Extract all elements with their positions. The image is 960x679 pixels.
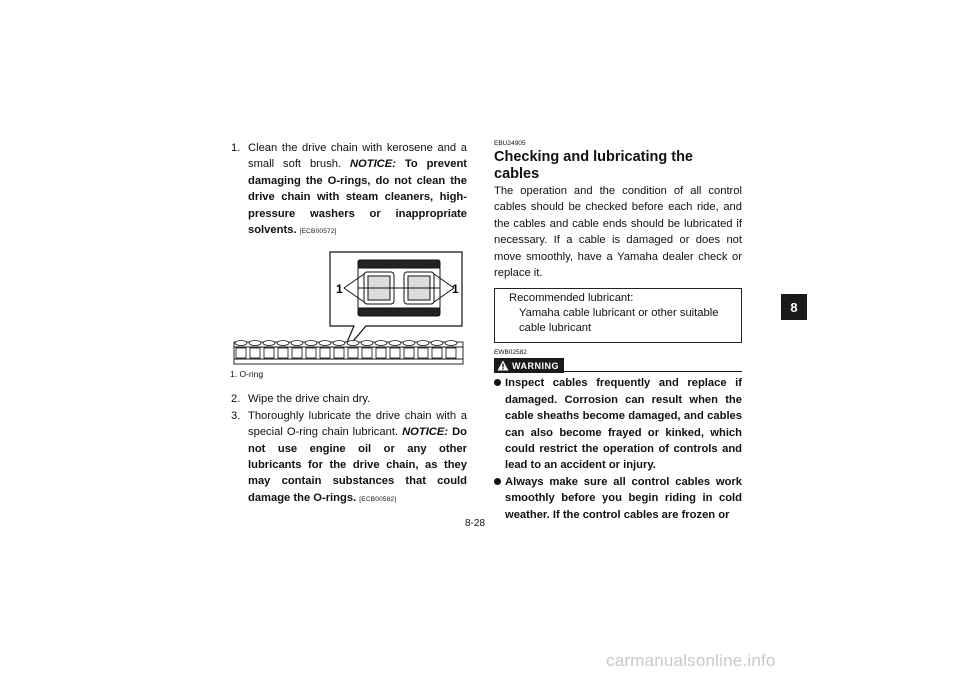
- chain-pin: [333, 341, 345, 346]
- watermark: carmanualsonline.info: [606, 651, 776, 670]
- chain-pin: [249, 341, 261, 346]
- drive-chain-illustration: [230, 246, 467, 368]
- lubricant-title: Recommended lubricant:: [509, 292, 634, 305]
- figure-caption: 1. O-ring: [230, 369, 264, 380]
- chain-pin: [347, 341, 359, 346]
- warning-list: [494, 375, 742, 523]
- warning-header: [494, 358, 742, 373]
- chain-roller: [376, 348, 386, 358]
- step-2: [230, 391, 467, 407]
- callout-number-left: 1: [336, 282, 343, 297]
- step-text: Wipe the drive chain dry.: [248, 393, 371, 406]
- chain-roller: [404, 348, 414, 358]
- notice-text: Do not use engine oil or any other lubricants for the drive chain, as they may contain substances that could damage the O-rings.: [248, 426, 468, 504]
- chain-pin: [445, 341, 457, 346]
- chain-roller: [432, 348, 442, 358]
- chain-roller: [278, 348, 288, 358]
- step-1: [230, 140, 467, 240]
- callout-number-right: 1: [452, 282, 459, 297]
- caution-code: [ECB00582]: [359, 495, 397, 503]
- step-number: 3.: [231, 409, 241, 422]
- bullet-icon: [494, 379, 501, 386]
- chain-pin: [277, 341, 289, 346]
- chain-roller: [264, 348, 274, 358]
- o-ring-chain-figure: [230, 246, 467, 368]
- warning-triangle-icon: [497, 360, 509, 371]
- chain-roller: [334, 348, 344, 358]
- chain-pin: [375, 341, 387, 346]
- chain-pin: [305, 341, 317, 346]
- chain-pin: [263, 341, 275, 346]
- notice-text: To prevent damaging the O-rings, do not clean the drive chain with steam cleaners, high-pressure washers or inappropriate solvents.: [248, 158, 468, 237]
- notice-label: NOTICE:: [349, 158, 396, 171]
- section-paragraph: The operation and the condition of all control cables should be checked before each ride, and the cables and cable ends should be lubricated if necessary. If a cable is damaged or does not move smoothly, have a Yamaha dealer check or replace it.: [494, 185, 742, 280]
- warning-item: [494, 474, 742, 523]
- recommended-lubricant-box: [494, 288, 742, 343]
- chain-roller: [320, 348, 330, 358]
- left-column: [230, 140, 467, 508]
- page-number: 8-28: [465, 518, 486, 529]
- chain-pin: [235, 341, 247, 346]
- chain-roller: [418, 348, 428, 358]
- chain-roller: [362, 348, 372, 358]
- chain-roller: [236, 348, 246, 358]
- warning-badge: [494, 358, 564, 373]
- chain-pin: [361, 341, 373, 346]
- chapter-tab: 8: [781, 294, 807, 320]
- warning-code: EWB02582: [494, 349, 527, 357]
- step-number: 1.: [231, 142, 241, 154]
- notice-label: NOTICE:: [402, 426, 449, 439]
- chain-pin: [431, 341, 443, 346]
- step-3: [230, 408, 467, 508]
- chain-roller: [390, 348, 400, 358]
- chain-roller: [306, 348, 316, 358]
- lubricant-value: Yamaha cable lubricant or other suitable cable lubricant: [519, 307, 719, 335]
- warning-label: WARNING: [512, 360, 559, 371]
- warning-item: [494, 375, 742, 473]
- section-heading: Checking and lubricating the cables: [494, 149, 693, 182]
- chain-roller: [446, 348, 456, 358]
- caution-code: [ECB00572]: [299, 228, 337, 236]
- chain-pin: [403, 341, 415, 346]
- chain-pin: [389, 341, 401, 346]
- chain-pin: [319, 341, 331, 346]
- chain-roller: [292, 348, 302, 358]
- step-text: Thoroughly lubricate the drive chain with a special O-ring chain lubricant.: [248, 409, 467, 439]
- chain-roller: [250, 348, 260, 358]
- warning-text: Always make sure all control cables work smoothly before you begin riding in cold weather. If the control cables are frozen or: [505, 475, 742, 521]
- section-code: EBU24905: [494, 140, 526, 147]
- chain-pin: [291, 341, 303, 346]
- right-column: [494, 140, 742, 523]
- chain-roller: [348, 348, 358, 358]
- warning-text: Inspect cables frequently and replace if damaged. Corrosion can result when the cable sheaths become damaged, and cables can also become frayed or kinked, which could restrict the operation of controls and lead to an accident or injury.: [505, 377, 742, 472]
- chain-pin: [417, 341, 429, 346]
- warning-rule: [564, 371, 742, 372]
- step-number: 2.: [231, 393, 241, 406]
- bullet-icon: [494, 478, 501, 485]
- step-text: Clean the drive chain with kerosene and a small soft brush.: [248, 142, 467, 171]
